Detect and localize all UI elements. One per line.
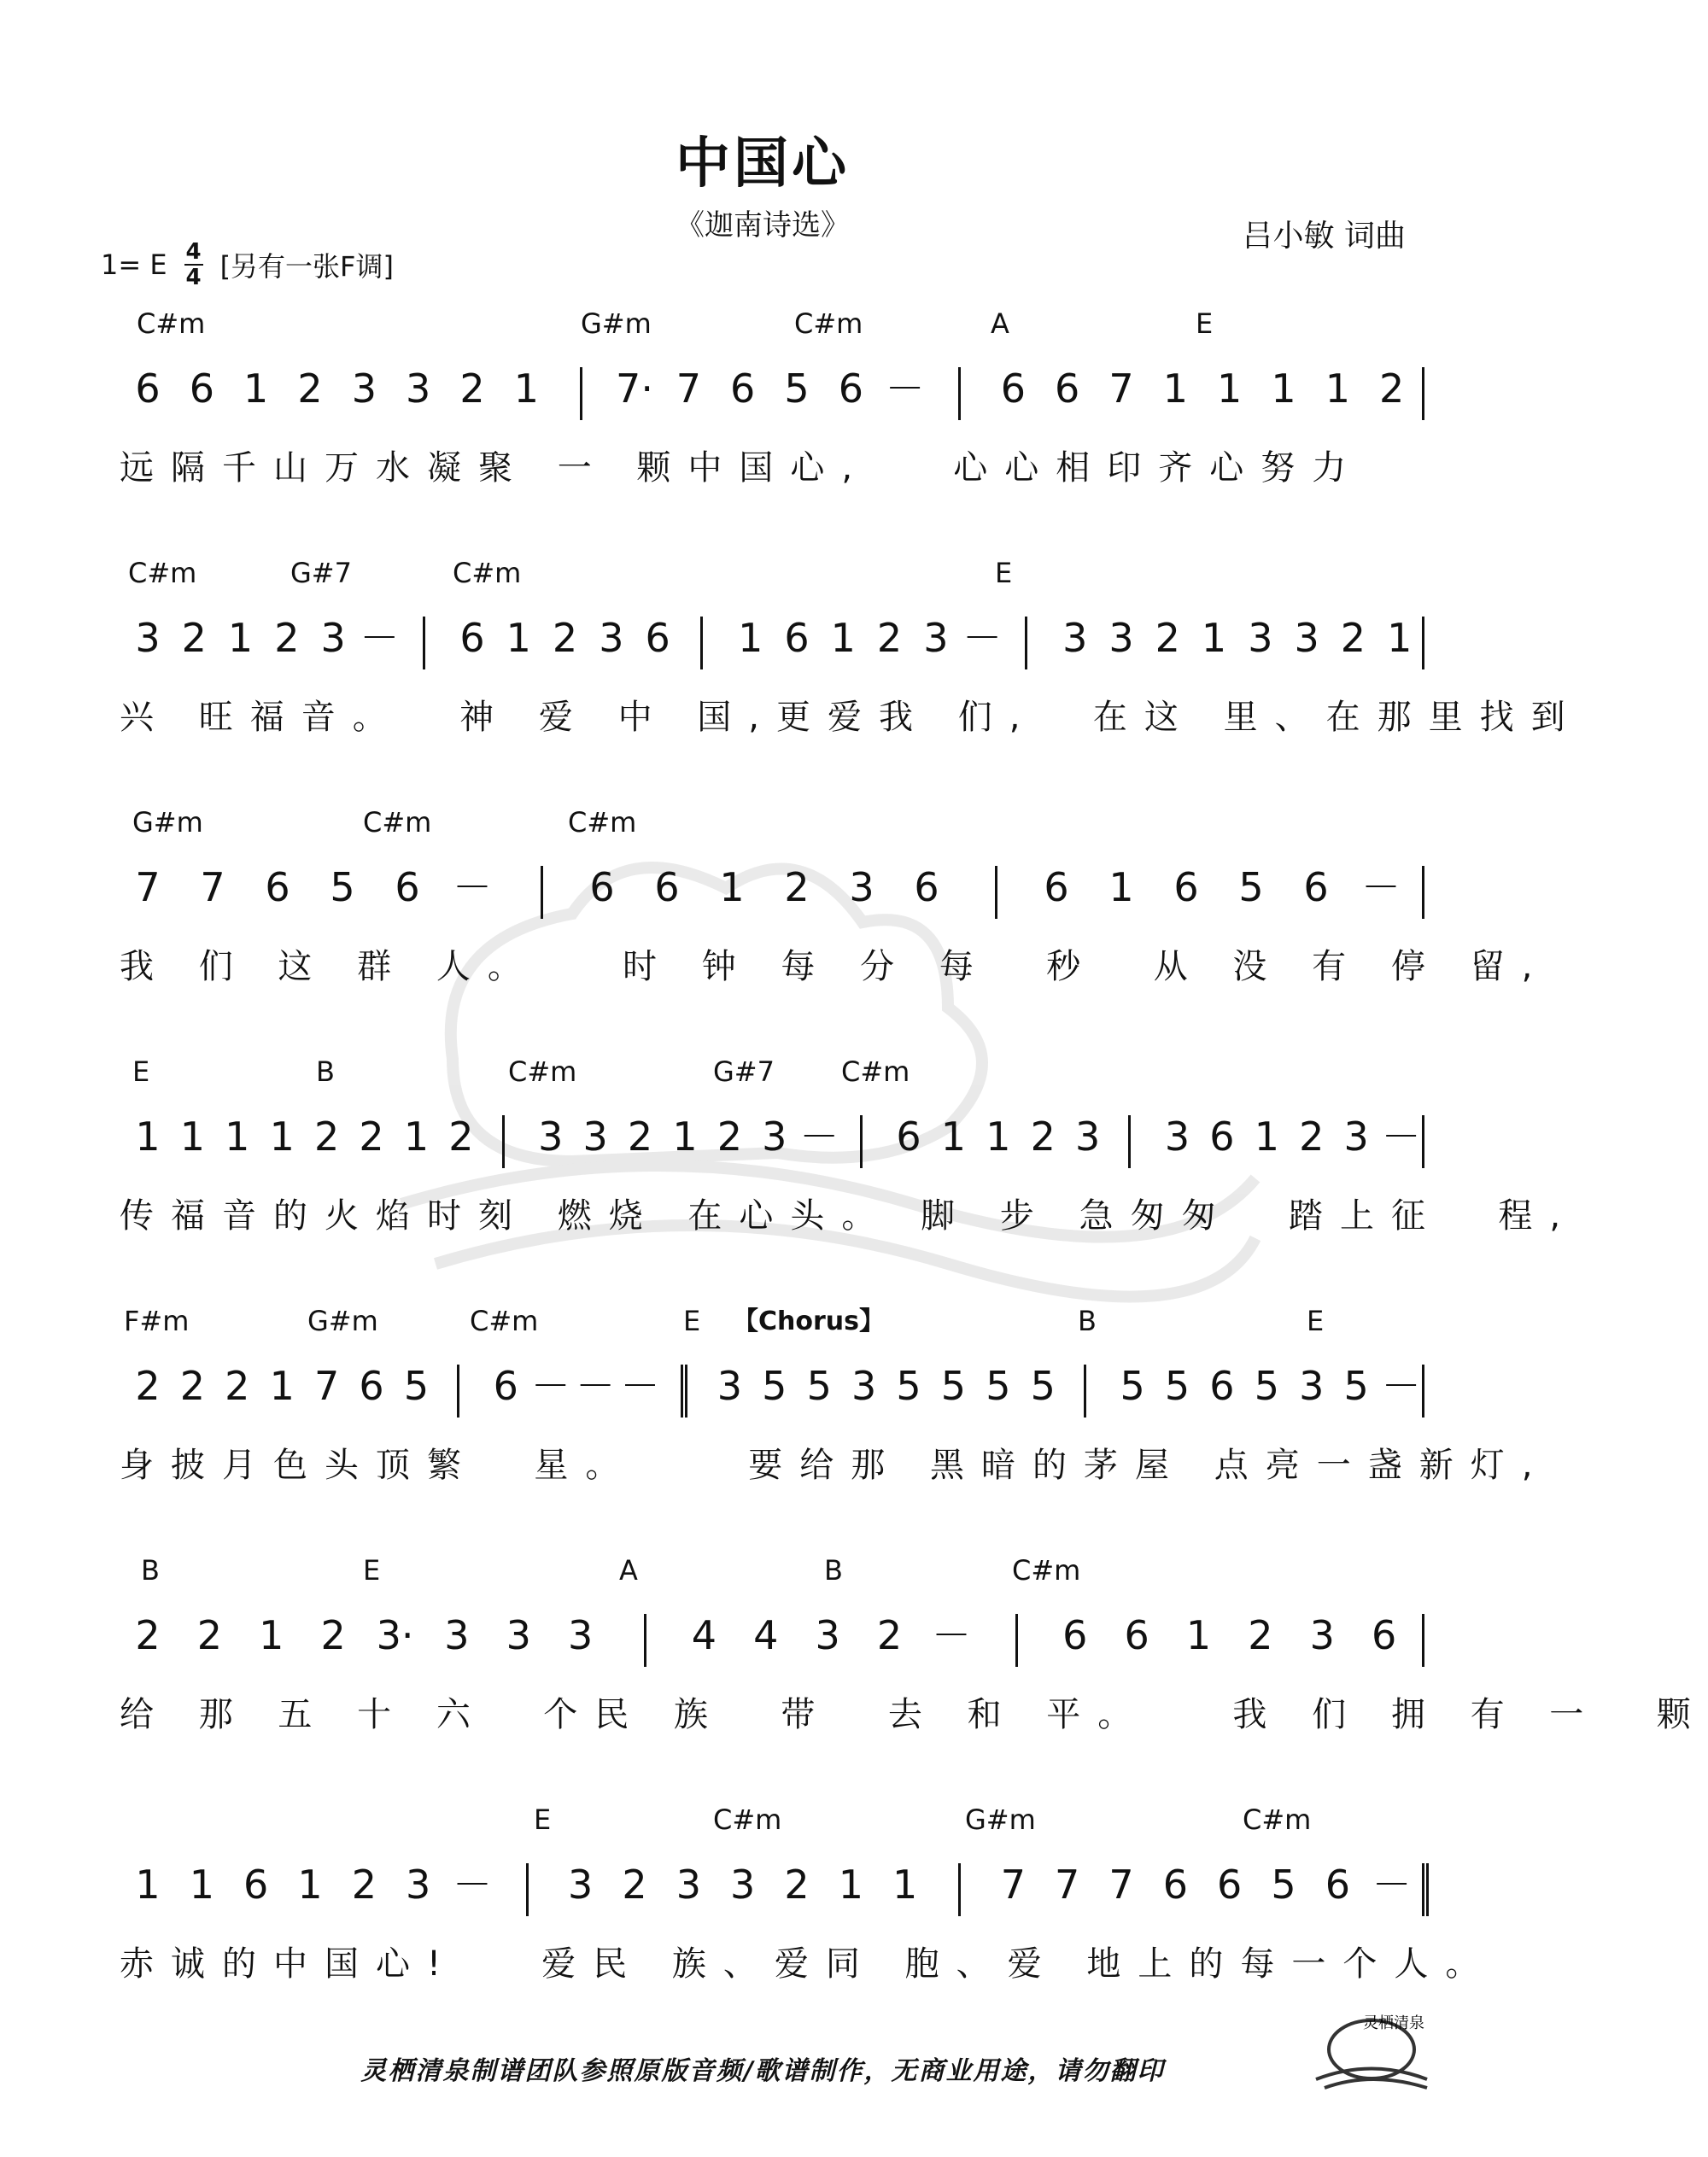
page-subtitle: 《迦南诗选》 [676,208,850,243]
bar-line [502,1115,505,1168]
note: 3 [568,1862,594,1908]
chord-symbol: B [824,1554,843,1587]
time-denominator: 4 [185,265,202,290]
bar-line [1422,1614,1424,1667]
bar-line [1422,1365,1424,1418]
note: 2 [297,365,323,412]
bar-line [526,1863,529,1916]
note: 3 [582,1114,608,1160]
note: － [799,1114,839,1160]
note: 2 [1030,1114,1056,1160]
note: 1 [1217,365,1243,412]
note: 5 [1343,1363,1369,1409]
note: 5 [784,365,810,412]
note: 6 [896,1114,921,1160]
lyric-line: 赤诚的中国心! 爱民 族、爱同 胞、爱 地上的每一个人。 [120,1944,1497,1984]
note: 2 [1248,1612,1273,1658]
chord-symbol: E [683,1305,701,1337]
chord-symbol: A [991,307,1009,340]
bar-line [1422,1115,1424,1168]
chord-symbol: E [132,1055,150,1088]
note: － [1361,864,1401,910]
note: 6 [243,1862,269,1908]
note: 3 [351,365,377,412]
note: 3 [599,615,624,661]
chord-symbol: E [995,557,1013,589]
note: － [1381,1363,1421,1409]
chord-symbol: E [534,1803,552,1836]
chord-symbol: C#m [1012,1554,1081,1587]
note: 2 [351,1862,377,1908]
note: 1 [403,1114,430,1160]
lyric-line: 给 那 五 十 六 个民 族 带 去 和 平。 我 们 拥 有 一 颗 [120,1695,1708,1734]
note: 1 [135,1862,161,1908]
lyric-line: 身披月色头顶繁 星。 要给那 黑暗的茅屋 点亮一盏新灯, [120,1446,1550,1485]
note: 3· [376,1612,414,1658]
note: 6 [1124,1612,1149,1658]
note: 7 [200,864,225,910]
bar-line [958,367,961,420]
score-line [0,307,1525,555]
note: 2 [627,1114,653,1160]
note: － [620,1363,660,1409]
note: 6 [459,615,485,661]
chord-symbol: C#m [363,806,432,839]
chord-symbol: F#m [124,1305,190,1337]
note: 1 [1185,1612,1212,1658]
chord-symbol: C#m [1243,1803,1312,1836]
note: 1 [135,1114,161,1160]
note: 2 [314,1114,340,1160]
note: 2 [196,1612,223,1658]
logo-text: 灵栖清泉 [1363,2014,1424,2032]
bar-line [457,1365,459,1418]
lyric-line: 兴 旺福音。 神 爱 中 国,更爱我 们, 在这 里、在那里找到 [120,698,1582,737]
note: 3 [717,1363,743,1409]
note: 3 [730,1862,756,1908]
note: 3 [851,1363,877,1409]
note: 5 [940,1363,967,1409]
note: 1 [1254,1114,1279,1160]
note: 2 [622,1862,647,1908]
note: － [360,615,400,661]
lyric-line: 我 们 这 群 人。 时 钟 每 分 每 秒 从 没 有 停 留, [120,947,1550,986]
chord-symbol: C#m [508,1055,577,1088]
chord-symbol: G#m [965,1803,1036,1836]
note: 6 [1162,1862,1188,1908]
note: 1 [179,1114,206,1160]
bar-line [1422,1863,1434,1916]
note: 3 [406,365,431,412]
bar-line [681,1365,693,1418]
chord-symbol: G#m [132,806,203,839]
note: 5 [806,1363,832,1409]
chord-symbol: C#m [470,1305,539,1337]
note: 5 [986,1363,1011,1409]
note: 6 [359,1363,384,1409]
bar-line [423,617,425,669]
bar-line [1015,1614,1018,1667]
note: 5 [1120,1363,1145,1409]
note: 1 [506,615,531,661]
note: 1 [719,864,745,910]
section-tag: 【Chorus】 [733,1306,885,1336]
note: 6 [1062,1612,1088,1658]
chord-symbol: G#m [307,1305,378,1337]
note: 1 [940,1114,967,1160]
bar-line [541,866,543,919]
note: 6 [1217,1862,1243,1908]
note: 6 [1325,1862,1350,1908]
note: － [576,1363,616,1409]
key-note: [另有一张F调] [219,250,394,283]
note: 7 [135,864,161,910]
note: 3 [320,615,346,661]
note: 5 [1238,864,1264,910]
note: 1 [1162,365,1188,412]
note: 6 [914,864,939,910]
chord-symbol: A [619,1554,638,1587]
note: 3 [1299,1363,1325,1409]
note: 1 [1387,615,1413,661]
note: 3 [1164,1114,1190,1160]
chord-symbol: C#m [794,307,863,340]
note: 5 [1164,1363,1190,1409]
key-signature [101,241,394,289]
note: 6 [645,615,670,661]
note: 2 [876,615,903,661]
note: 6 [1055,365,1080,412]
note: 3 [1248,615,1273,661]
note: － [453,1862,492,1908]
note: 1 [225,1114,250,1160]
note: 6 [1209,1114,1235,1160]
note: 2 [448,1114,474,1160]
lyric-line: 远隔千山万水凝聚 一 颗中国心, 心心相印齐心努力 [120,448,1364,488]
chord-symbol: C#m [568,806,637,839]
note: 2 [320,1612,346,1658]
chord-symbol: B [1078,1305,1097,1337]
note: 6 [838,365,863,412]
note: 2 [135,1612,161,1658]
note: 2 [225,1363,250,1409]
note: － [453,864,492,910]
note: 1 [189,1862,214,1908]
footer-notice: 灵栖清泉制谱团队参照原版音频/歌谱制作，无商业用途，请勿翻印 [360,2056,1165,2086]
note: 1 [1201,615,1227,661]
note: 6 [1044,864,1069,910]
bar-line [958,1863,961,1916]
bar-line [700,617,703,669]
note: 5 [896,1363,921,1409]
score-line [0,1305,1550,1552]
bar-line [860,1115,863,1168]
note: － [885,365,925,412]
note: 6 [654,864,680,910]
note: 3 [762,1114,787,1160]
chord-symbol: C#m [713,1803,782,1836]
note: 3 [506,1612,531,1658]
note: － [530,1363,570,1409]
note: 5 [1030,1363,1056,1409]
note: 2 [1299,1114,1325,1160]
note: 6 [1000,365,1026,412]
note: 3 [923,615,949,661]
bar-line [580,367,582,420]
note: 1 [738,615,763,661]
note: 2 [179,1363,206,1409]
note: 3 [1108,615,1134,661]
time-signature [184,241,203,289]
score-line [0,1055,1578,1303]
chord-symbol: G#7 [290,557,352,589]
note: 4 [753,1612,779,1658]
key-label: 1= E [101,248,167,281]
note: 6 [493,1363,518,1409]
chord-symbol: C#m [841,1055,910,1088]
chord-symbol: C#m [453,557,522,589]
note: 2 [459,365,485,412]
note: 6 [589,864,615,910]
note: 7 [314,1363,340,1409]
composer-credit: 吕小敏 词曲 [1242,219,1406,254]
note: 5 [762,1363,787,1409]
note: 1 [1271,365,1296,412]
note: 2 [1340,615,1366,661]
note: 3 [135,615,161,661]
note: 1 [830,615,856,661]
page-title: 中国心 [676,132,850,196]
note: 3 [676,1862,701,1908]
note: 5 [1254,1363,1279,1409]
note: 1 [986,1114,1011,1160]
note: 1 [838,1862,863,1908]
note: 1 [892,1862,918,1908]
note: 5 [403,1363,430,1409]
note: 6 [265,864,290,910]
note: 3 [1075,1114,1101,1160]
note: 3 [406,1862,431,1908]
note: 3 [1294,615,1319,661]
note: 3 [538,1114,564,1160]
bar-line [1128,1115,1131,1168]
note: 6 [395,864,420,910]
chord-symbol: G#7 [713,1055,775,1088]
note: 3 [1309,1612,1335,1658]
bar-line [1422,866,1424,919]
note: 1 [227,615,254,661]
note: 1 [243,365,269,412]
note: 2 [274,615,300,661]
note: 1 [259,1612,284,1658]
note: 1 [1108,864,1134,910]
note: 5 [330,864,355,910]
note: － [962,615,1003,661]
sheep-logo-icon [1312,1998,1431,2092]
note: 1 [1325,365,1350,412]
note: 2 [784,1862,810,1908]
chord-symbol: E [1196,307,1214,340]
note: 7 [1108,1862,1134,1908]
note: 1 [513,365,539,412]
note: 7 [1000,1862,1026,1908]
note: 6 [189,365,214,412]
note: － [931,1612,971,1658]
bar-line [1084,1365,1086,1418]
bar-line [995,866,997,919]
lyric-line: 传福音的火焰时刻 燃烧 在心头。 脚 步 急匆匆 踏上征 程, [120,1196,1578,1236]
score-line [0,1554,1708,1802]
note: 1 [269,1363,295,1409]
chord-symbol: G#m [581,307,652,340]
note: 6 [1371,1612,1397,1658]
note: 6 [135,365,161,412]
note: 6 [784,615,810,661]
note: 2 [876,1612,903,1658]
note: 2 [1155,615,1180,661]
note: 2 [1379,365,1405,412]
note: 7· [616,365,653,412]
note: 3 [568,1612,594,1658]
score-line [0,806,1550,1054]
note: 3 [849,864,874,910]
bar-line [1422,617,1424,669]
chord-symbol: C#m [128,557,197,589]
chord-symbol: B [316,1055,335,1088]
chord-symbol: E [363,1554,381,1587]
note: 3 [815,1612,840,1658]
note: 2 [181,615,207,661]
note: 3 [1062,615,1088,661]
note: 7 [676,365,701,412]
note: 2 [717,1114,743,1160]
note: 5 [1271,1862,1296,1908]
note: 2 [135,1363,161,1409]
time-numerator: 4 [185,239,202,265]
note: 4 [691,1612,717,1658]
note: － [1372,1862,1412,1908]
note: 6 [1209,1363,1235,1409]
note: 1 [297,1862,323,1908]
note: 7 [1055,1862,1080,1908]
note: 2 [552,615,578,661]
note: 2 [784,864,810,910]
note: 3 [1343,1114,1369,1160]
bar-line [644,1614,646,1667]
bar-line [1422,367,1424,420]
score-line [0,557,1582,804]
note: 1 [269,1114,295,1160]
note: 6 [730,365,756,412]
chord-symbol: C#m [137,307,206,340]
note: 3 [444,1612,470,1658]
note: 1 [672,1114,698,1160]
note: 7 [1108,365,1134,412]
chord-symbol: E [1307,1305,1325,1337]
chord-symbol: B [141,1554,160,1587]
note: 2 [359,1114,384,1160]
score-line [0,1803,1525,2051]
note: 6 [1303,864,1329,910]
note: 6 [1173,864,1199,910]
note: － [1381,1114,1421,1160]
bar-line [1025,617,1027,669]
